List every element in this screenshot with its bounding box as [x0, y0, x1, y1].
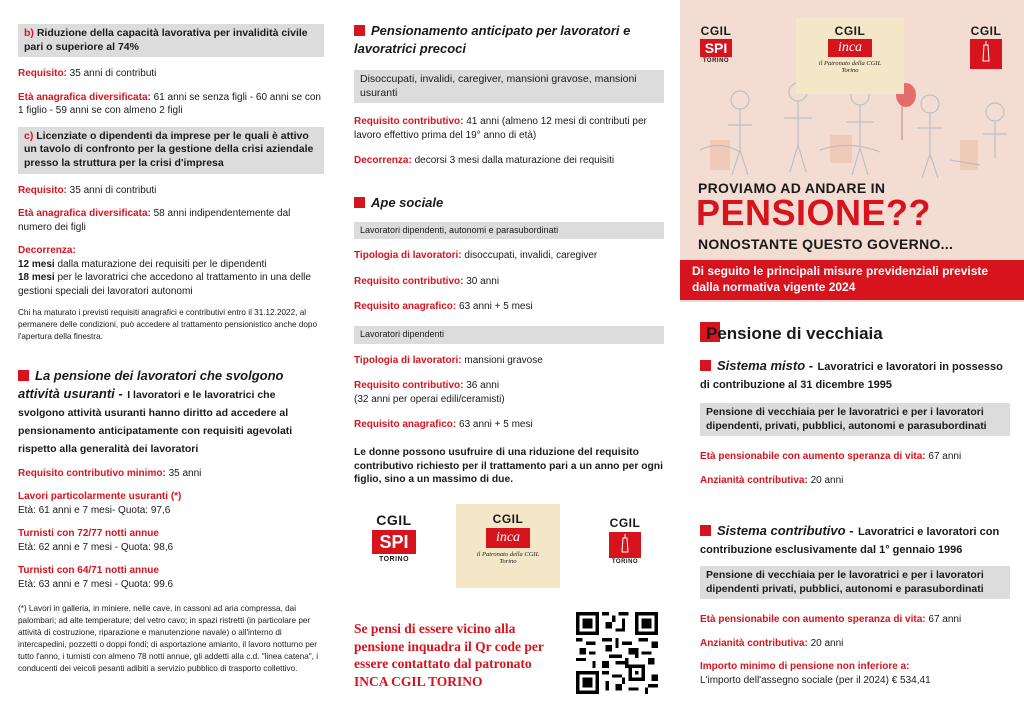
misto-anzianita: Anzianità contributiva: 20 anni — [700, 474, 844, 486]
hero-red-band: Di seguito le principali misure previdenziali previste dalla normativa vigente 2024 — [680, 260, 1024, 300]
precoci-title: Pensionamento anticipato per lavoratori e lavoratrici precoci — [354, 23, 631, 56]
turnisti-64-71: Turnisti con 64/71 notti annue Età: 63 anni e 7 mesi - Quota: 99.6 — [18, 565, 174, 590]
usuranti-heading — [18, 367, 324, 457]
contributivo-text: Lavoratrici e lavoratori con contribuzione esclusivamente dal 1° gennaio 1996 — [700, 526, 1000, 556]
lavori-usuranti: Lavori particolarmente usuranti (*) Età: 61 anni e 7 mesi- Quota: 97,6 — [18, 491, 182, 516]
c-eta: Età anagrafica diversificata: 58 anni indipendentemente dal numero dei figli — [18, 208, 291, 233]
column-right — [680, 0, 1024, 725]
cgil-torino-logo: CGIL TORINO — [609, 516, 641, 565]
hero-title-pensione: PENSIONE?? — [696, 192, 932, 233]
red-square-bullet-icon — [354, 25, 365, 36]
qr-cta-text: Se pensi di essere vicino alla pensione inquadra il Qr code per essere contattato dal patronato INCA CGIL TORINO — [354, 621, 544, 689]
precoci-heading — [354, 22, 664, 58]
mole-antonelliana-icon — [609, 532, 641, 554]
usuranti-text: I lavoratori e le lavoratrici che svolgono attività usuranti hanno diritto ad accedere al pensionamento anticipatamente con requisiti agevolati rispetto alla generalità dei lavoratori — [18, 388, 293, 455]
red-square-bullet-icon — [354, 197, 365, 208]
ape-req-contr-1: Requisito contributivo: 30 anni — [354, 275, 500, 287]
c-requisito: Requisito: 35 anni di contributi — [18, 184, 157, 196]
precoci-decorrenza: Decorrenza: decorsi 3 mesi dalla maturazione dei requisiti — [354, 155, 615, 167]
footnote-lavori: (*) Lavori in galleria, in miniere, nelle cave, in cassoni ad aria compressa, dai palombari; ad alte temperature; del vetro cavo; in spazi ristretti (in particolare per attività di costruzione, riparazione e manutenzione navale) o all'interno di intercapedini, pozzetti o doppi fondi; di asportazione amianto, il lavoro notturno per tutto l'anno, i turnisti con almeno 78 notti annue, gli addetti alla c.d. "linea catena", i conducenti dei veicoli pesanti adibiti a servizio pubblico di trasporto collettivo. — [18, 604, 319, 673]
ape-req-anag-2: Requisito anagrafico: 63 anni + 5 mesi — [354, 419, 533, 431]
cgil-spi-torino-logo: CGIL SPI TORINO — [364, 512, 424, 563]
contributivo-block — [700, 522, 1010, 687]
red-square-bullet-icon — [700, 360, 711, 371]
contributivo-anzianita: Anzianità contributiva: 20 anni — [700, 637, 844, 649]
misto-block — [700, 357, 1010, 487]
turnisti-72-77: Turnisti con 72/77 notti annue Età: 62 anni e 7 mesi - Quota: 98,6 — [18, 528, 174, 553]
column-left — [0, 0, 340, 725]
column-middle — [340, 0, 680, 725]
ape-tipologia-2: Tipologia di lavoratori: mansioni gravose — [354, 354, 543, 366]
contributivo-eta: Età pensionabile con aumento speranza di vita: 67 anni — [700, 614, 962, 626]
section-c-letter: c) — [24, 129, 34, 142]
precoci-box: Disoccupati, invalidi, caregiver, mansioni gravose, mansioni usuranti — [354, 70, 664, 103]
section-c-title: Licenziate o dipendenti da imprese per le quali è attivo un tavolo di confronto per la gestione della crisi aziendale presso la struttura per la crisi d'impresa — [24, 129, 314, 170]
contributivo-title: Sistema contributivo - — [717, 523, 854, 538]
red-square-bullet-icon — [18, 370, 29, 381]
section-b-letter: b) — [24, 27, 34, 39]
importo-minimo: Importo minimo di pensione non inferiore a: L'importo dell'assegno sociale (per il 2024) € 534,41 — [700, 661, 931, 686]
mole-antonelliana-icon — [970, 39, 1002, 63]
precoci-requisito: Requisito contributivo: 41 anni (almeno 12 mesi di contributi per lavoro effettivo prima del 19° anno di età) — [354, 116, 647, 141]
misto-box: Pensione di vecchiaia per le lavoratrici e per i lavoratori dipendenti, privati, pubblici, autonomi e parasubordinati — [700, 403, 1010, 436]
misto-eta: Età pensionabile con aumento speranza di vita: 67 anni — [700, 451, 962, 463]
hero-line-1: PROVIAMO AD ANDARE IN — [698, 180, 886, 196]
ape-heading — [354, 194, 664, 212]
b-eta: Età anagrafica diversificata: 61 anni se senza figli - 60 anni se con 1 figlio - 59 anni se con almeno 2 figli — [18, 91, 321, 117]
section-b-box — [18, 24, 324, 57]
decorrenza-line-1: 12 mesi dalla maturazione dei requisiti per le dipendenti — [18, 258, 267, 270]
qr-code[interactable] — [576, 612, 658, 694]
hero-inca-logo: CGIL inca il Patronato della CGIL Torino — [796, 18, 904, 94]
contributivo-box: Pensione di vecchiaia per le lavoratrici e per i lavoratori dipendenti privati, pubblici, autonomi e parasubordinati — [700, 566, 1010, 599]
decorrenza-block — [18, 244, 324, 298]
finestra-note: Chi ha maturato i previsti requisiti anagrafici e contributivi entro il 31.12.2022, al permanere delle condizioni, può accedere al trattamento pensionistico anche dopo l'apertura della finestra. — [18, 308, 318, 341]
ape-title: Ape sociale — [371, 194, 444, 210]
cgil-inca-logo: CGIL inca il Patronato della CGIL Torino — [456, 504, 560, 588]
vecchiaia-heading: Pensione di vecchiaia — [700, 322, 1010, 344]
vecchiaia-title: ensione di vecchiaia — [717, 324, 883, 343]
ape-req-contr-2: Requisito contributivo: 36 anni (32 anni per operai edili/ceramisti) — [354, 380, 505, 405]
usuranti-requisito: Requisito contributivo minimo: 35 anni — [18, 467, 202, 479]
hero-cgil-spi-logo: CGIL SPI TORINO — [700, 24, 732, 64]
misto-text: Lavoratrici e lavoratori in possesso di contribuzione al 31 dicembre 1995 — [700, 361, 1003, 391]
b-requisito: Requisito: 35 anni di contributi — [18, 68, 157, 80]
usuranti-title: La pensione dei lavoratori che svolgono attività usuranti - — [18, 367, 284, 401]
red-square-bullet-icon — [700, 525, 711, 536]
hero-cgil-torino-logo: CGIL — [966, 24, 1006, 69]
section-c-box — [18, 127, 324, 174]
hero-line-3: NONOSTANTE QUESTO GOVERNO... — [698, 236, 954, 252]
misto-title: Sistema misto - — [717, 358, 814, 373]
cover-hero — [680, 0, 1024, 302]
decorrenza-label: Decorrenza: — [18, 245, 76, 257]
decorrenza-line-2: 18 mesi per le lavoratrici che accedono al trattamento in una delle gestioni speciali dei lavoratori autonomi — [18, 272, 311, 297]
ape-req-anag-1: Requisito anagrafico: 63 anni + 5 mesi — [354, 301, 533, 313]
ape-box-2: Lavoratori dipendenti — [354, 326, 664, 344]
ape-box-1: Lavoratori dipendenti, autonomi e parasubordinati — [354, 222, 664, 240]
section-b-title: Riduzione della capacità lavorativa per invalidità civile pari o superiore al 74% — [24, 27, 308, 53]
donne-riduzione: Le donne possono usufruire di una riduzione del requisito contributivo richiesto per il trattamento pari a un anno per ogni figlio, sino a un massimo di due. — [354, 446, 663, 486]
ape-tipologia-1: Tipologia di lavoratori: disoccupati, invalidi, caregiver — [354, 250, 598, 262]
